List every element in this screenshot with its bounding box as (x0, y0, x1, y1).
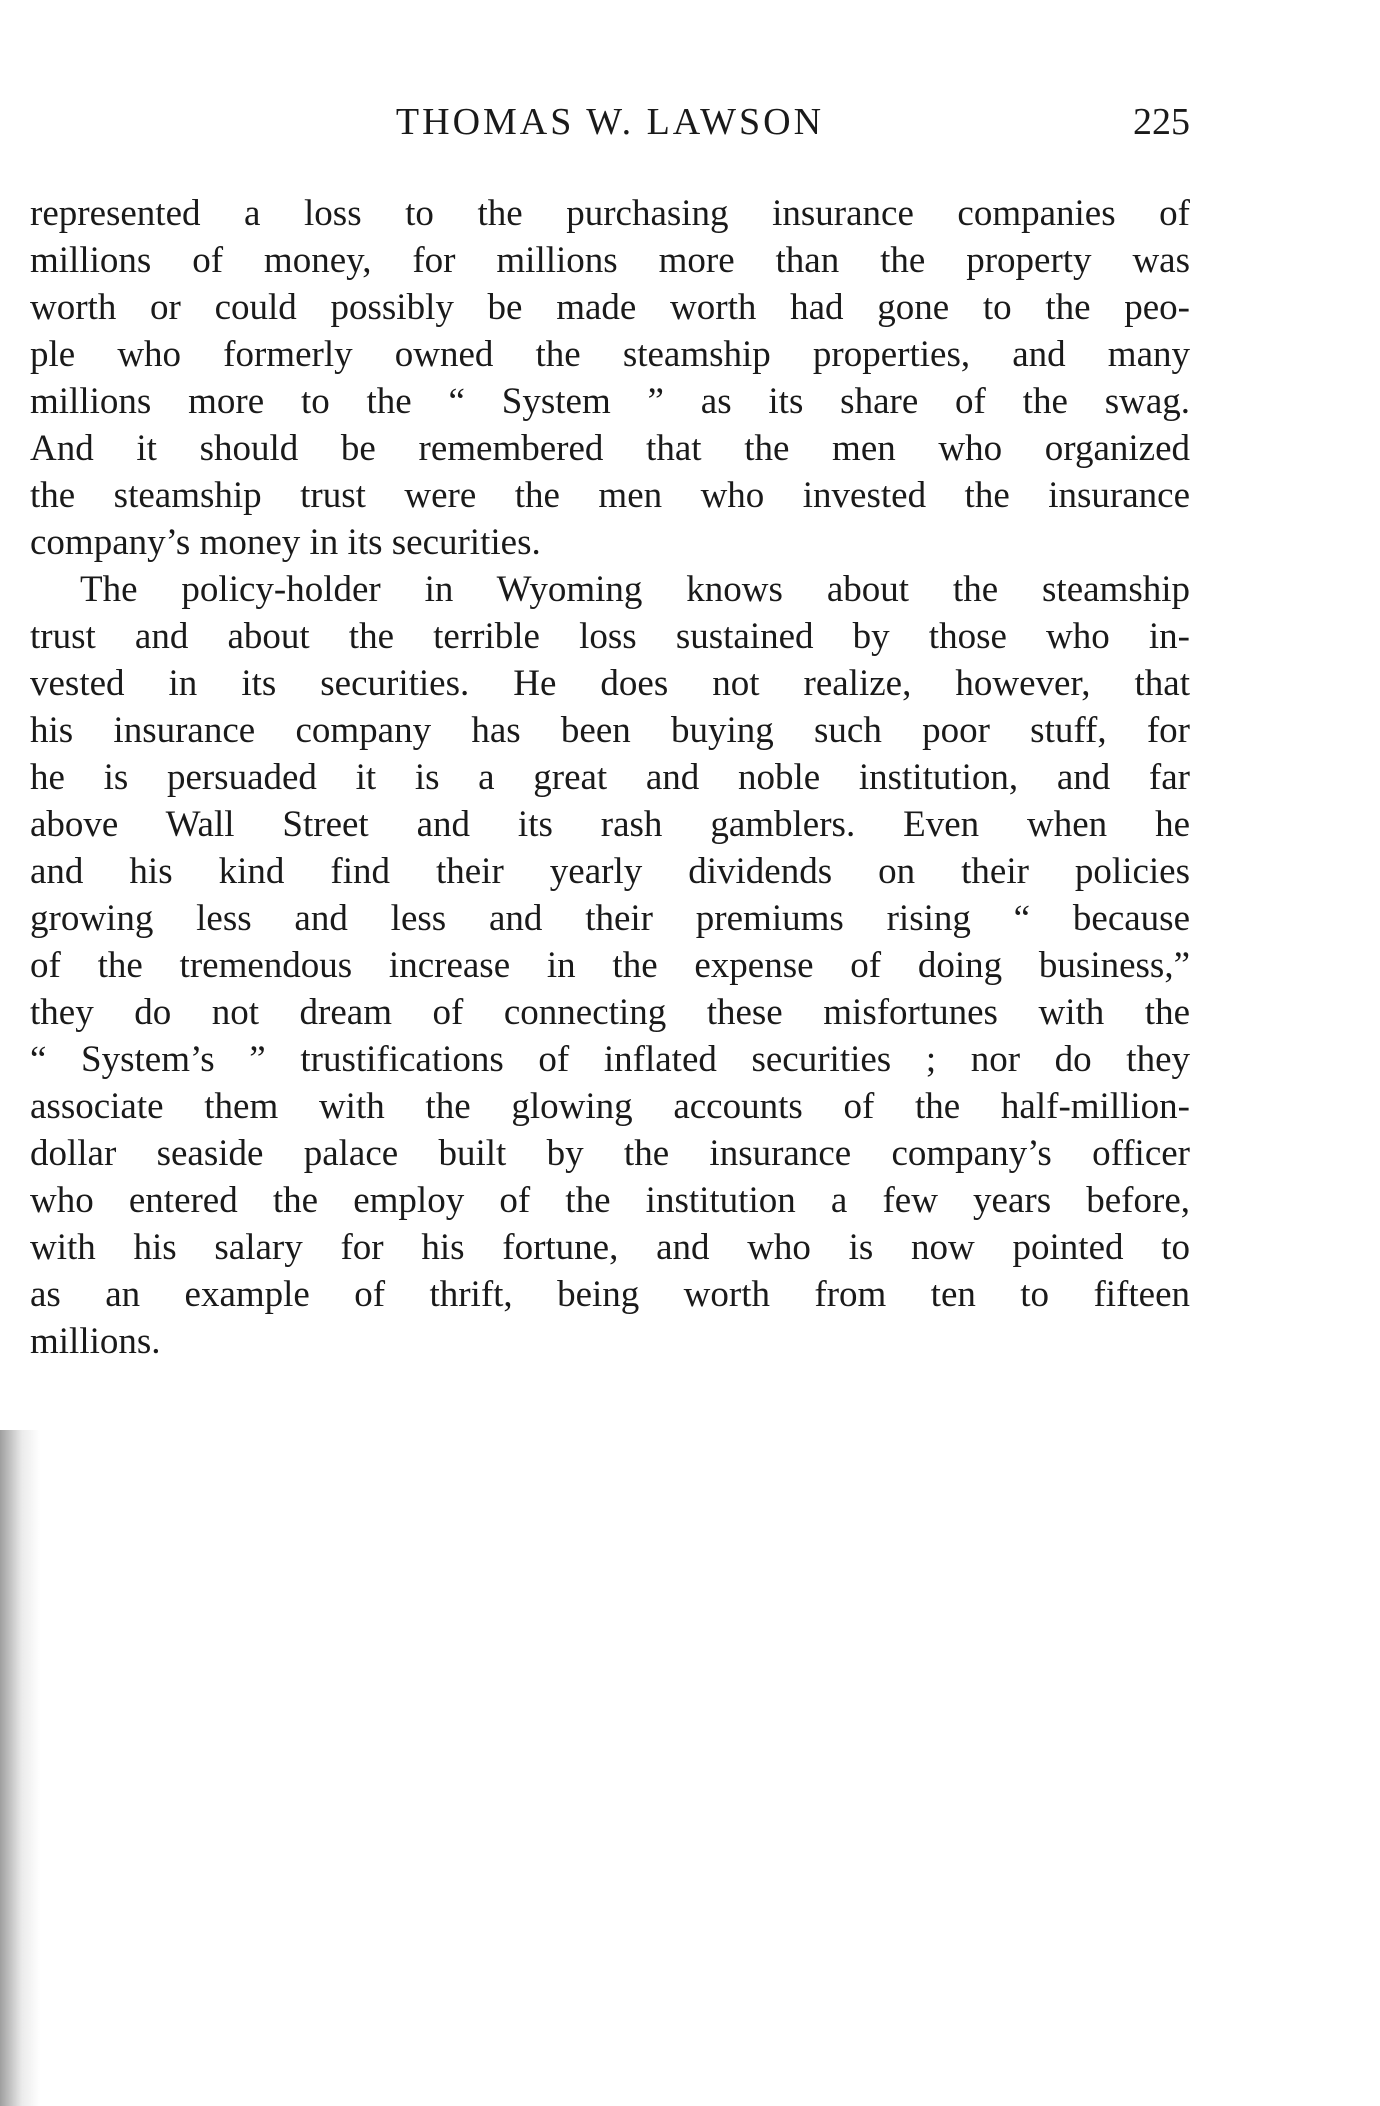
text-line: The policy-holder in Wyoming knows about the steamship (80, 569, 1190, 610)
text-line: millions of money, for millions more than the property was (30, 240, 1190, 281)
running-title: THOMAS W. LAWSON (395, 101, 825, 143)
text-line: of the tremendous increase in the expense of doing business,” (30, 945, 1190, 986)
text-line: And it should be remembered that the men who organized (30, 428, 1190, 469)
text-line: with his salary for his fortune, and who is now pointed to (30, 1227, 1190, 1268)
text-line: who entered the employ of the institution a few years before, (30, 1180, 1190, 1221)
paragraph (30, 190, 1190, 566)
text-line: company’s money in its securities. (30, 522, 541, 563)
text-line: growing less and less and their premiums rising “ because (30, 898, 1190, 939)
text-line: trust and about the terrible loss sustained by those who in- (30, 616, 1190, 657)
text-line: his insurance company has been buying such poor stuff, for (30, 710, 1190, 751)
text-line: they do not dream of connecting these misfortunes with the (30, 992, 1190, 1033)
text-line: worth or could possibly be made worth had gone to the peo- (30, 287, 1190, 328)
text-line: associate them with the glowing accounts of the half-million- (30, 1086, 1190, 1127)
text-line: and his kind find their yearly dividends on their policies (30, 851, 1190, 892)
body-text (30, 190, 1190, 1365)
text-line: “ System’s ” trustifications of inflated securities ; nor do they (30, 1039, 1190, 1080)
text-line: the steamship trust were the men who invested the insurance (30, 475, 1190, 516)
text-line: vested in its securities. He does not realize, however, that (30, 663, 1190, 704)
text-line: he is persuaded it is a great and noble institution, and far (30, 757, 1190, 798)
scan-edge-shadow (0, 1430, 40, 2106)
page-number: 225 (1133, 101, 1190, 143)
paragraph (30, 566, 1190, 1365)
text-line: ple who formerly owned the steamship properties, and many (30, 334, 1190, 375)
text-line: millions more to the “ System ” as its share of the swag. (30, 381, 1190, 422)
text-line: dollar seaside palace built by the insurance company’s officer (30, 1133, 1190, 1174)
text-line: as an example of thrift, being worth from ten to fifteen (30, 1274, 1190, 1315)
text-line: represented a loss to the purchasing insurance companies of (30, 193, 1190, 234)
text-line: millions. (30, 1321, 161, 1362)
text-line: above Wall Street and its rash gamblers. Even when he (30, 804, 1190, 845)
running-head (30, 100, 1190, 150)
